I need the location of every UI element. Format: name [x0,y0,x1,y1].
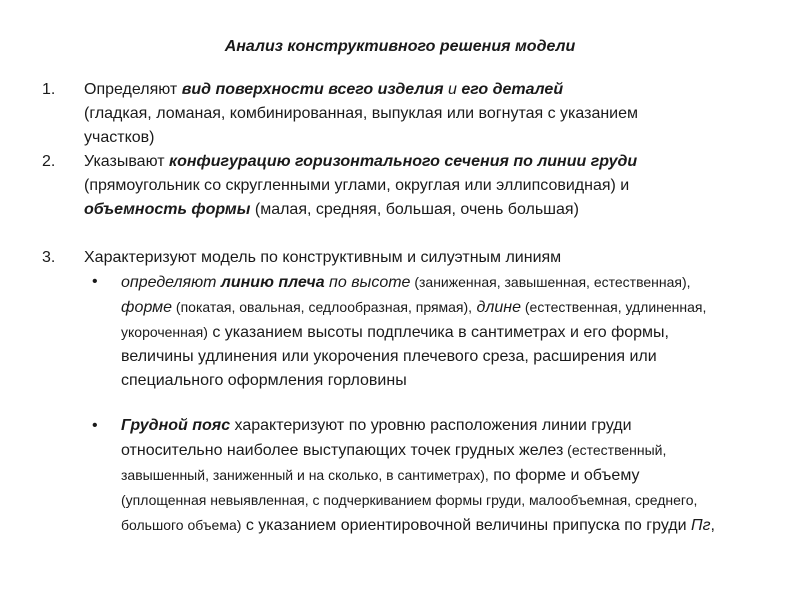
text-run: с указанием высоты подплечика в сантиметрах и его формы, величины удлинения или укорочения плечевого среза, расширения или специального оформления горловины [121,324,669,389]
text-run: по форме и объему [488,467,640,484]
text-run: определяют [121,274,221,291]
text-run: (покатая, овальная, седлообразная, прямая), [172,299,473,315]
bullet-icon: • [92,417,98,434]
text-run: Указывают [84,153,169,170]
text-run: (заниженная, завышенная, естественная), [410,274,691,290]
slide-title: Анализ конструктивного решения модели [224,38,576,55]
text-run: объемность формы [84,201,251,218]
text-run: и [443,81,462,98]
text-run: по высоте [324,274,411,291]
bullet-text [121,270,721,393]
item-text [84,246,764,270]
text-run: (гладкая, ломаная, комбинированная, выпуклая или вогнутая с указанием участков) [84,105,639,146]
text-run: вид поверхности всего изделия [181,81,444,98]
item-number: 2. [42,153,56,170]
item-number: 1. [42,81,56,98]
text-run: длине [476,299,521,316]
text-run: Определяют [84,81,182,98]
text-run: (естественная, удлиненная, укороченная) [121,299,707,340]
text-run: его деталей [461,81,564,98]
text-run: линию плеча [220,274,325,291]
text-run: (уплощенная невыявленная, с подчеркиванием формы груди, малообъемная, среднего, большого объема) [121,492,698,533]
text-run: форме [121,299,173,316]
text-run: Пг [691,517,711,534]
item-number: 3. [42,249,56,266]
bullet-icon: • [92,273,98,290]
text-run: характеризуют по уровню расположения линии груди относительно наиболее выступающих точек грудных желез [121,417,632,459]
text-run: конфигурацию горизонтального сечения по линии груди [169,153,638,170]
text-run: , [710,517,715,534]
text-run: Грудной пояс [121,417,231,434]
text-run: (естественный, завышенный, заниженный и на сколько, в сантиметрах), [121,442,667,483]
bullet-text [121,414,721,538]
text-run: (прямоугольник со скругленными углами, округлая или эллипсовидная) и [84,177,630,194]
item-text [84,150,734,222]
text-run: Характеризуют модель по конструктивным и силуэтным линиям [84,249,562,266]
text-run: (малая, средняя, большая, очень большая) [250,201,579,218]
text-run: с указанием ориентировочной величины припуска по груди [241,517,692,534]
item-text [84,78,764,150]
